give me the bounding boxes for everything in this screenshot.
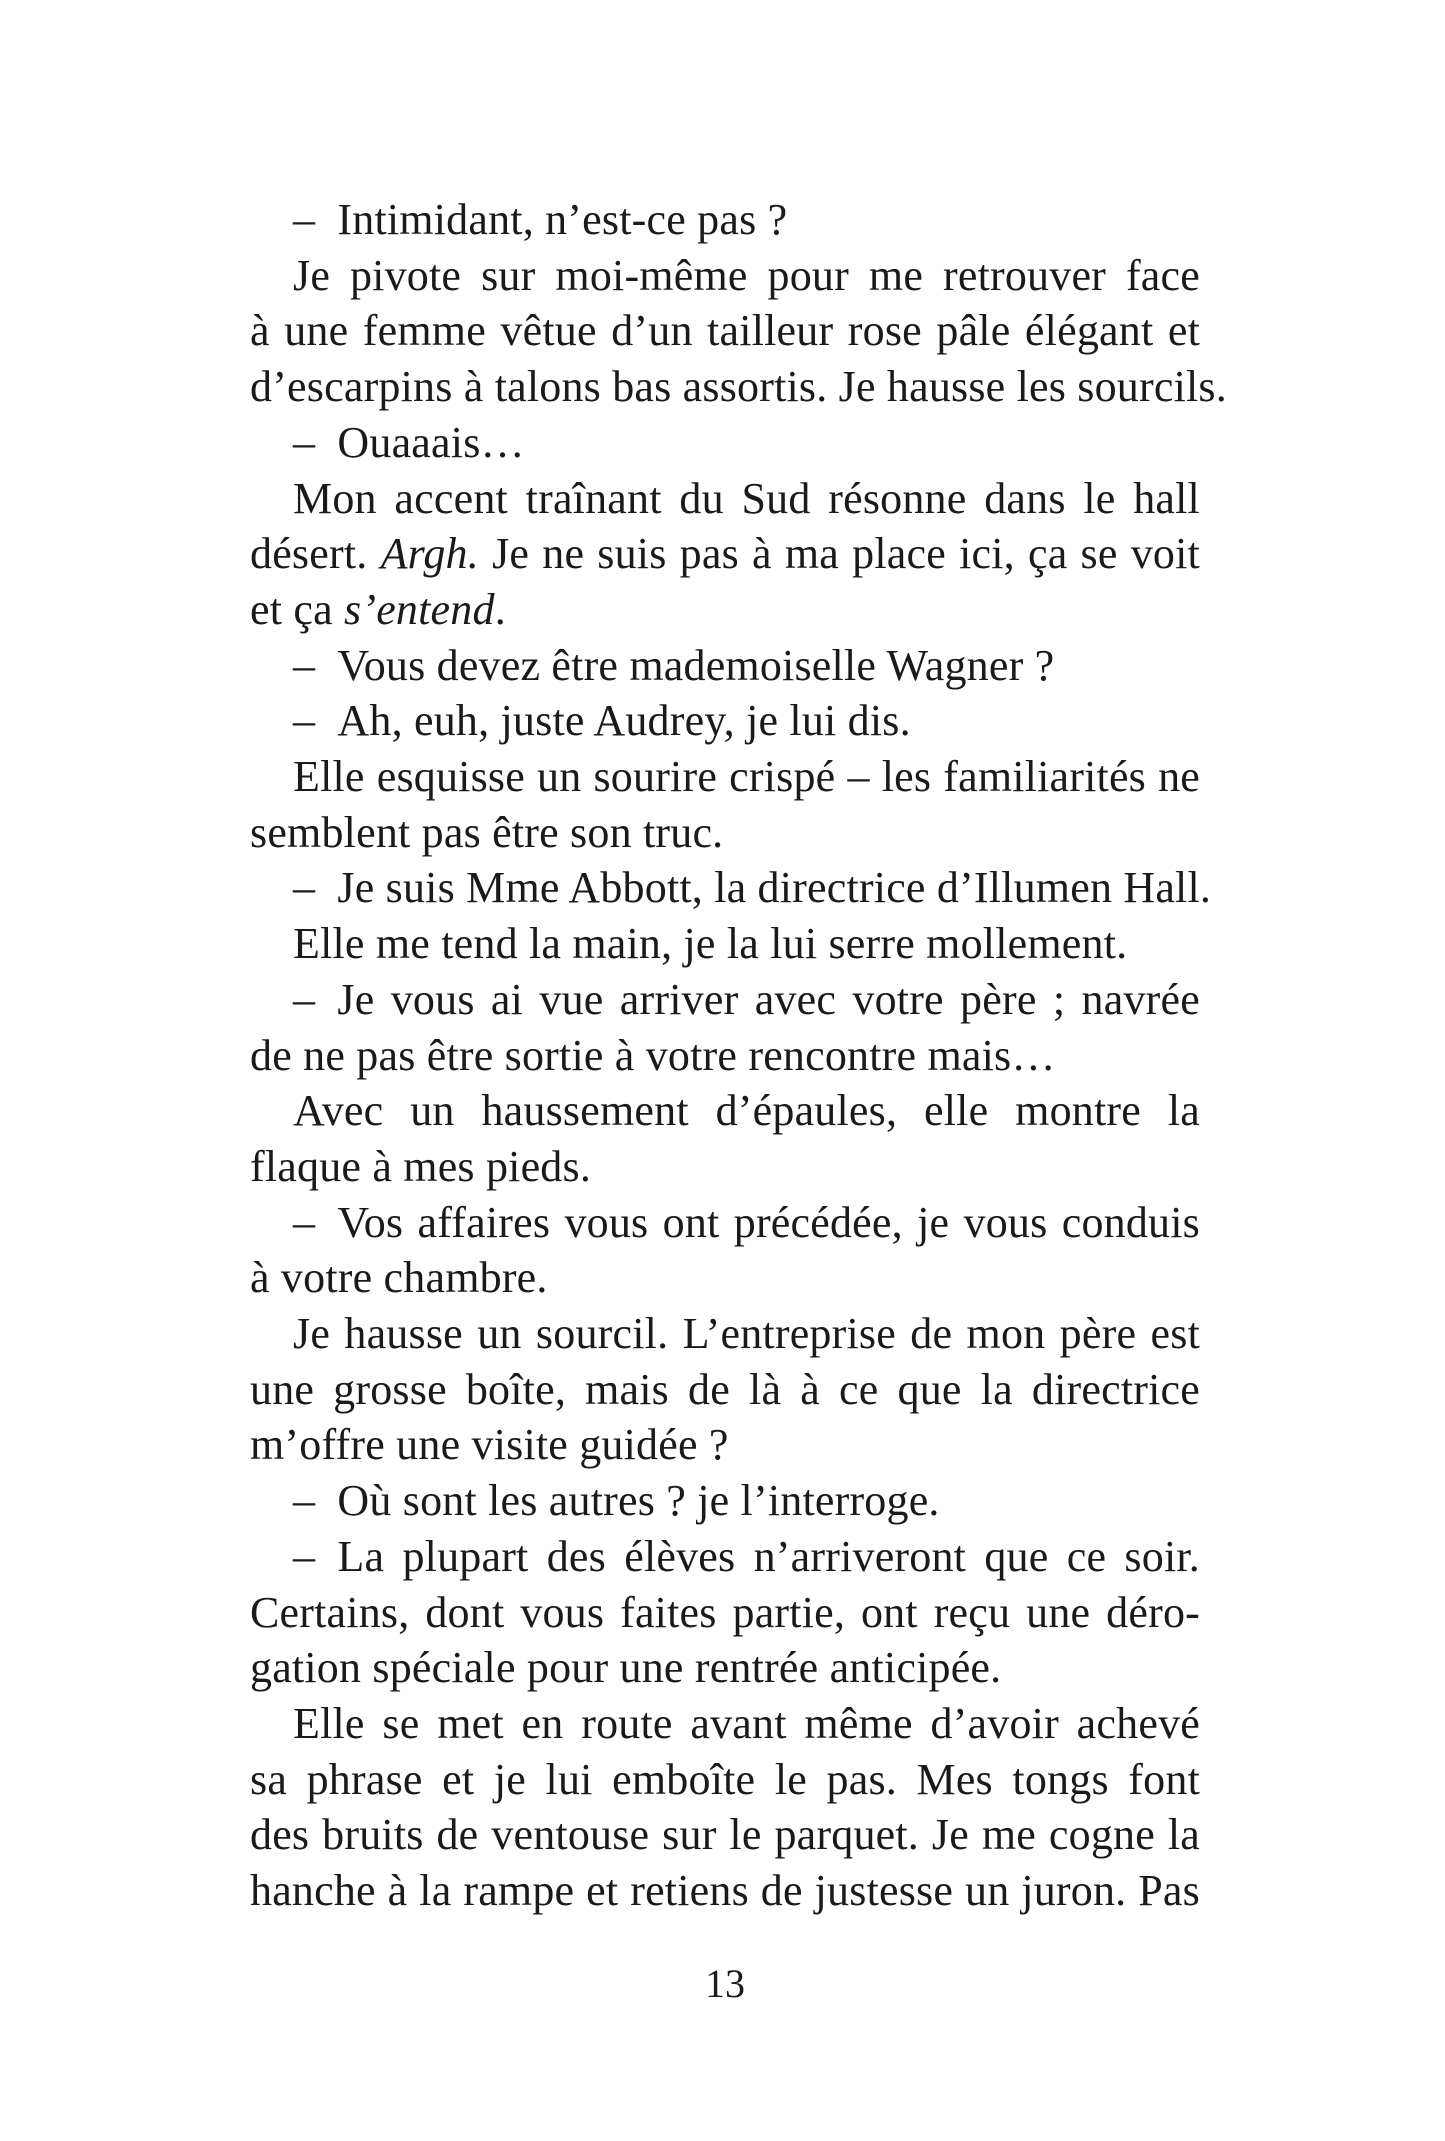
text-segment: de ne pas être sortie à votre rencontre mais… [250,1030,1056,1080]
text-line [250,638,1200,694]
italic-text: Argh. [380,529,479,579]
text-line [250,1863,1200,1919]
text-segment: – Où sont les autres ? je l’interroge. [293,1476,940,1526]
text-line [250,526,1200,582]
text-line [250,1585,1200,1641]
page-number: 13 [705,1961,745,2006]
text-segment: m’offre une visite guidée ? [250,1420,729,1470]
text-line [250,582,1200,638]
text-line [250,192,1200,248]
text-line [250,693,1200,749]
text-segment: désert. [250,529,381,579]
text-line [250,972,1200,1028]
text-segment: Je hausse un sourcil. L’entreprise de mon père est [293,1309,1200,1359]
text-line [250,1028,1200,1084]
text-segment: Je pivote sur moi-même pour me retrouver face [293,250,1200,300]
text-segment: – La plupart des élèves n’arriveront que ce soir. [293,1531,1200,1581]
text-line [250,1807,1200,1863]
text-segment: – Ah, euh, juste Audrey, je lui dis. [293,696,911,746]
text-segment: Je ne suis pas à ma place ici, ça se voit [478,529,1200,579]
text-segment: – Je suis Mme Abbott, la directrice d’Illumen Hall. [293,863,1212,913]
text-line [250,1752,1200,1808]
text-line [250,916,1200,972]
text-line [250,471,1200,527]
text-segment: sa phrase et je lui emboîte le pas. Mes tongs font [250,1754,1200,1804]
text-segment: – Je vous ai vue arriver avec votre père ; navrée [293,974,1200,1024]
text-segment: à une femme vêtue d’un tailleur rose pâle élégant et [250,306,1200,356]
text-line [250,303,1200,359]
text-segment: . [494,584,506,634]
text-segment: – Vos affaires vous ont précédée, je vous conduis [293,1197,1200,1247]
text-line [250,1473,1200,1529]
text-line [250,359,1227,415]
text-line [250,1696,1200,1752]
text-segment: gation spéciale pour une rentrée anticipée. [250,1643,1002,1693]
text-segment: Certains, dont vous faites partie, ont reçu une déro- [250,1587,1200,1637]
text-line [250,1529,1200,1585]
text-line [250,749,1200,805]
italic-text: s’entend [344,584,495,634]
text-segment: – Ouaaais… [293,417,525,467]
text-segment: – Vous devez être mademoiselle Wagner ? [293,640,1055,690]
body-text [250,192,1227,1919]
text-line [250,1083,1200,1139]
text-line [250,805,1200,861]
text-segment: flaque à mes pieds. [250,1141,592,1191]
text-segment: Mon accent traînant du Sud résonne dans le hall [293,473,1200,523]
text-line [250,1139,1200,1195]
text-line [250,1417,1200,1473]
text-segment: semblent pas être son truc. [250,807,724,857]
text-line [250,415,1200,471]
text-line [250,1640,1200,1696]
text-line [250,1250,1200,1306]
text-segment: et ça [250,584,345,634]
text-line [250,1362,1200,1418]
text-segment: Elle esquisse un sourire crispé – les familiarités ne [293,752,1200,802]
text-line [250,248,1200,304]
text-segment: Elle se met en route avant même d’avoir achevé [293,1698,1200,1748]
text-segment: hanche à la rampe et retiens de justesse un juron. Pas [250,1866,1200,1916]
text-line [250,1306,1200,1362]
text-segment: Avec un haussement d’épaules, elle montre la [293,1086,1200,1136]
text-line [250,860,1212,916]
text-segment: – Intimidant, n’est-ce pas ? [293,195,788,244]
text-segment: une grosse boîte, mais de là à ce que la directrice [250,1364,1200,1414]
text-segment: à votre chambre. [250,1253,548,1303]
text-segment: Elle me tend la main, je la lui serre mollement. [293,919,1128,969]
text-line [250,1195,1200,1251]
text-segment: des bruits de ventouse sur le parquet. Je me cogne la [250,1810,1200,1860]
text-segment: d’escarpins à talons bas assortis. Je hausse les sourcils. [250,362,1227,412]
